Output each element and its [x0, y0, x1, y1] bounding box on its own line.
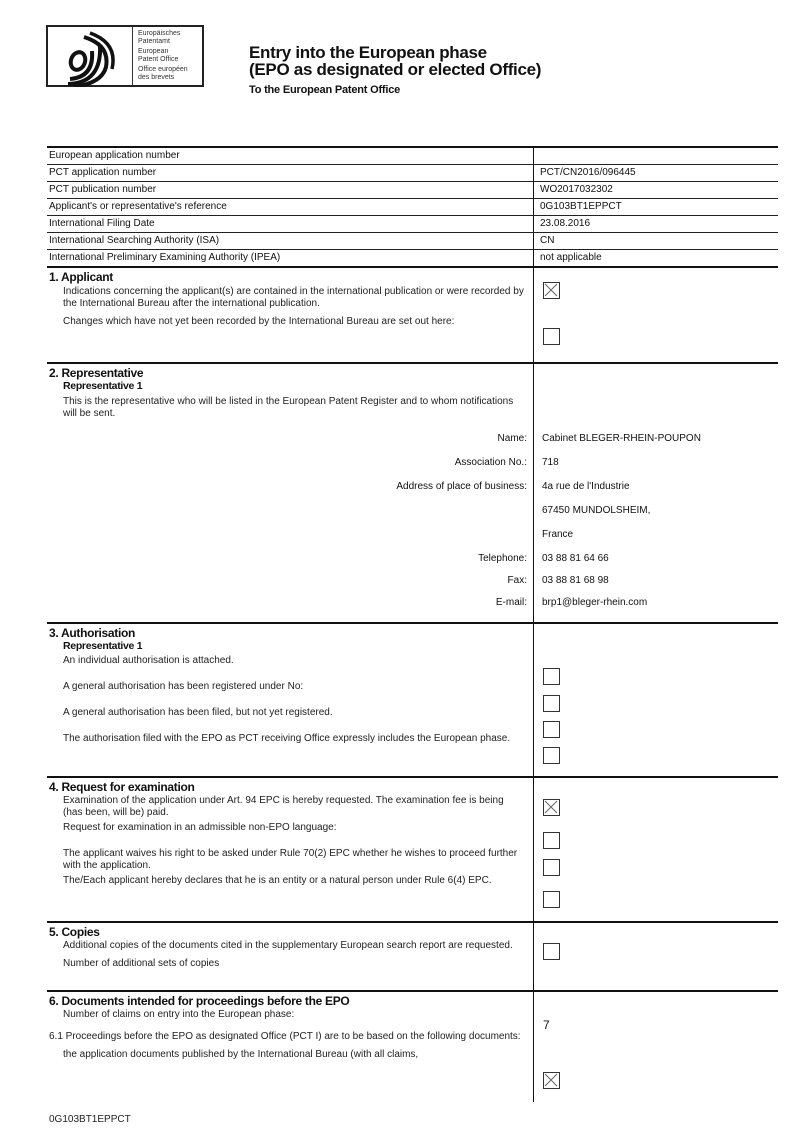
representative-description: This is the representative who will be listed in the European Patent Register and to whom notifications will be sent.: [63, 396, 514, 419]
table-row: [47, 146, 778, 165]
waive-rule-70-checkbox[interactable]: [543, 859, 560, 876]
telephone-label: Telephone:: [478, 553, 527, 564]
document-title: [249, 44, 541, 96]
individual-authorisation-text: An individual authorisation is attached.: [63, 655, 234, 666]
examination-request-text: Examination of the application under Art. 94 EPC is hereby requested. The examination fee is being (has been, will be) paid.: [63, 795, 504, 818]
table-row: [47, 216, 778, 233]
document-subtitle: To the European Patent Office: [249, 84, 401, 96]
number-of-copies-label: Number of additional sets of copies: [63, 958, 220, 969]
non-epo-language-text: Request for examination in an admissible non-EPO language:: [63, 822, 337, 833]
authorisation-subtitle: Representative 1: [63, 640, 143, 652]
logo-line: Patentamt: [138, 38, 170, 45]
association-value: 718: [542, 457, 559, 468]
field-label: PCT application number: [47, 165, 534, 181]
non-epo-language-checkbox[interactable]: [543, 832, 560, 849]
name-value: Cabinet BLEGER-RHEIN-POUPON: [542, 433, 701, 444]
address-line-2: 67450 MUNDOLSHEIM,: [542, 505, 651, 516]
entry-form: [47, 146, 778, 1102]
logo-line: Office européen: [138, 66, 188, 73]
section-title: 5. Copies: [49, 925, 100, 939]
individual-authorisation-checkbox[interactable]: [543, 668, 560, 685]
field-value: PCT/CN2016/096445: [540, 167, 636, 178]
field-value: [534, 148, 778, 164]
section-copies: [47, 923, 778, 992]
section-representative: [47, 364, 778, 624]
published-documents-text: the application documents published by the International Bureau (with all claims,: [63, 1049, 419, 1060]
title-line-1: Entry into the European phase: [249, 43, 487, 62]
logo-line: Patent Office: [138, 56, 179, 63]
table-row: [47, 165, 778, 182]
section-documents: [47, 992, 778, 1102]
table-row: [47, 182, 778, 199]
logo-line: European: [138, 48, 169, 55]
telephone-value: 03 88 81 64 66: [542, 553, 609, 564]
general-authorisation-registered-text: A general authorisation has been registered under No:: [63, 681, 304, 692]
address-label: Address of place of business:: [396, 481, 527, 492]
rule-6-4-declaration-checkbox[interactable]: [543, 891, 560, 908]
association-label: Association No.:: [454, 457, 527, 468]
section-6-1-text: 6.1 Proceedings before the EPO as designated Office (PCT I) are to be based on the following documents:: [49, 1031, 521, 1042]
field-value: 23.08.2016: [540, 218, 591, 229]
epo-logo: [46, 25, 204, 87]
fax-value: 03 88 81 68 98: [542, 575, 609, 586]
field-value: CN: [540, 235, 555, 246]
section-title: 1. Applicant: [49, 270, 113, 284]
section-title: 3. Authorisation: [49, 626, 136, 640]
general-authorisation-registered-checkbox[interactable]: [543, 695, 560, 712]
section-title: 4. Request for examination: [49, 780, 195, 794]
fax-label: Fax:: [507, 575, 527, 586]
email-value: brp1@bleger-rhein.com: [542, 597, 648, 608]
number-of-claims-label: Number of claims on entry into the European phase:: [63, 1009, 295, 1020]
field-label: European application number: [47, 148, 534, 164]
authorisation-pct-checkbox[interactable]: [543, 747, 560, 764]
field-label: International Filing Date: [47, 216, 534, 232]
section-title: 2. Representative: [49, 366, 144, 380]
section-title: 6. Documents intended for proceedings before the EPO: [49, 994, 350, 1008]
additional-copies-checkbox[interactable]: [543, 943, 560, 960]
published-documents-checkbox[interactable]: [543, 1072, 560, 1089]
epo-logo-text: [133, 27, 202, 85]
field-value: not applicable: [540, 252, 602, 263]
waive-rule-70-text: The applicant waives his right to be asked under Rule 70(2) EPC whether he wishes to proceed further with the application.: [63, 848, 518, 871]
representative-subtitle: Representative 1: [63, 380, 143, 392]
authorisation-pct-text: The authorisation filed with the EPO as PCT receiving Office expressly includes the European phase.: [63, 733, 511, 744]
checkmark-x-icon: [544, 1073, 558, 1087]
additional-copies-text: Additional copies of the documents cited in the supplementary European search report are requested.: [63, 940, 513, 951]
checkmark-x-icon: [544, 283, 558, 297]
section-authorisation: [47, 624, 778, 778]
general-authorisation-filed-text: A general authorisation has been filed, but not yet registered.: [63, 707, 333, 718]
rule-6-4-declaration-text: The/Each applicant hereby declares that he is an entity or a natural person under Rule 6(4) EPC.: [63, 875, 492, 886]
table-row: [47, 250, 778, 268]
logo-line: Europäisches: [138, 30, 181, 37]
field-label: PCT publication number: [47, 182, 534, 198]
field-label: Applicant's or representative's reference: [47, 199, 534, 215]
email-label: E-mail:: [495, 597, 527, 608]
field-label: International Searching Authority (ISA): [47, 233, 534, 249]
applicant-changes-text: Changes which have not yet been recorded by the International Bureau are set out here:: [63, 316, 455, 327]
general-authorisation-filed-checkbox[interactable]: [543, 721, 560, 738]
field-label: International Preliminary Examining Authority (IPEA): [47, 250, 534, 266]
address-line-3: France: [542, 529, 574, 540]
field-value: WO2017032302: [540, 184, 613, 195]
title-line-2: (EPO as designated or elected Office): [249, 60, 542, 79]
logo-line: des brevets: [138, 74, 175, 81]
applicant-indications-text: Indications concerning the applicant(s) are contained in the international publication or were recorded by the International Bureau after the international publication.: [63, 286, 524, 309]
section-request-examination: [47, 778, 778, 923]
epo-logo-icon: [48, 27, 133, 85]
section-applicant: [47, 268, 778, 364]
checkmark-x-icon: [544, 800, 558, 814]
field-value: 0G103BT1EPPCT: [540, 201, 622, 212]
address-line-1: 4a rue de l'Industrie: [542, 481, 630, 492]
footer-reference: 0G103BT1EPPCT: [49, 1114, 131, 1125]
table-row: [47, 199, 778, 216]
number-of-claims-value: 7: [543, 1018, 550, 1032]
examination-request-checkbox[interactable]: [543, 799, 560, 816]
applicant-indications-checkbox[interactable]: [543, 282, 560, 299]
name-label: Name:: [497, 433, 527, 444]
applicant-changes-checkbox[interactable]: [543, 328, 560, 345]
table-row: [47, 233, 778, 250]
